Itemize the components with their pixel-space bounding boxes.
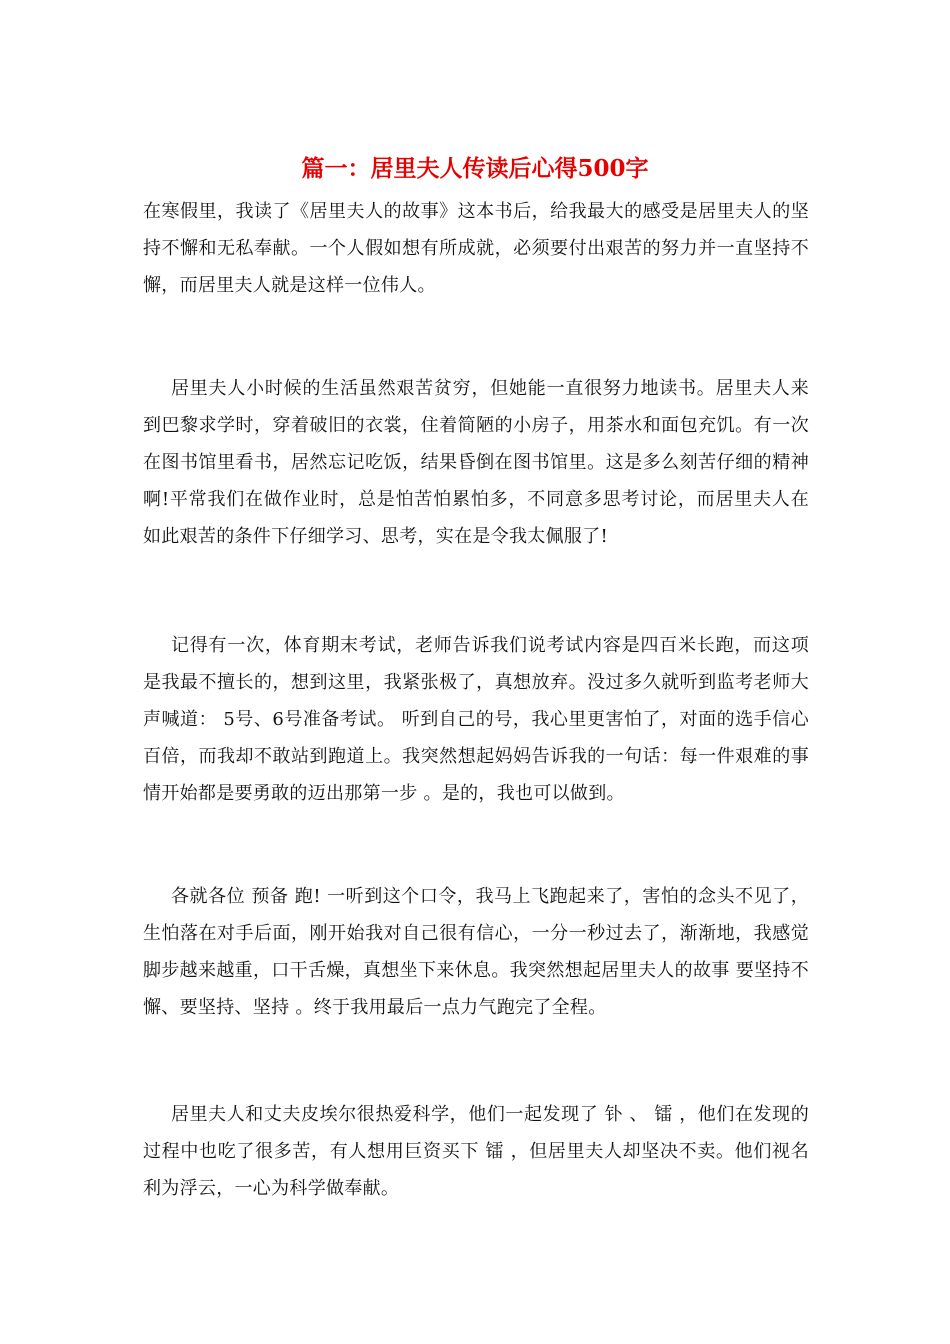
paragraph-5: 居里夫人和丈夫皮埃尔很热爱科学，他们一起发现了 钋 、 镭 ，他们在发现的过程中也吃了很多苦，有人想用巨资买下 镭 ，但居里夫人却坚决不卖。他们视名利为浮云，一心为科学做奉献。 bbox=[143, 1104, 809, 1199]
paragraph-4: 各就各位 预备 跑! 一听到这个口令，我马上飞跑起来了，害怕的念头不见了，生怕落在对手后面，刚开始我对自己很有信心，一分一秒过去了，渐渐地，我感觉脚步越来越重，口干舌燥，真想坐下来休息。我突然想起居里夫人的故事 要坚持不懈、要坚持、坚持 。终于我用最后一点力气跑完了全程。 bbox=[143, 886, 809, 1018]
document-title: 篇一：居里夫人传读后心得500字 bbox=[301, 155, 649, 182]
paragraph-3: 记得有一次，体育期末考试，老师告诉我们说考试内容是四百米长跑，而这项是我最不擅长的，想到这里，我紧张极了，真想放弃。没过多久就听到监考老师大声喊道： 5号、6号准备考试。 听到自己的号，我心里更害怕了，对面的选手信心百倍，而我却不敢站到跑道上。我突然想起妈妈告诉我的一句话：每一件艰难的事情开始都是要勇敢的迈出那第一步 。是的，我也可以做到。 bbox=[143, 635, 809, 804]
paragraph-2: 居里夫人小时候的生活虽然艰苦贫穷，但她能一直很努力地读书。居里夫人来到巴黎求学时，穿着破旧的衣裳，住着简陋的小房子，用茶水和面包充饥。有一次在图书馆里看书，居然忘记吃饭，结果昏倒在图书馆里。这是多么刻苦仔细的精神啊!平常我们在做作业时，总是怕苦怕累怕多，不同意多思考讨论，而居里夫人在如此艰苦的条件下仔细学习、思考，实在是令我太佩服了! bbox=[143, 378, 809, 547]
paragraph-1: 在寒假里，我读了《居里夫人的故事》这本书后，给我最大的感受是居里夫人的坚持不懈和无私奉献。一个人假如想有所成就，必须要付出艰苦的努力并一直坚持不懈，而居里夫人就是这样一位伟人。 bbox=[143, 201, 809, 296]
